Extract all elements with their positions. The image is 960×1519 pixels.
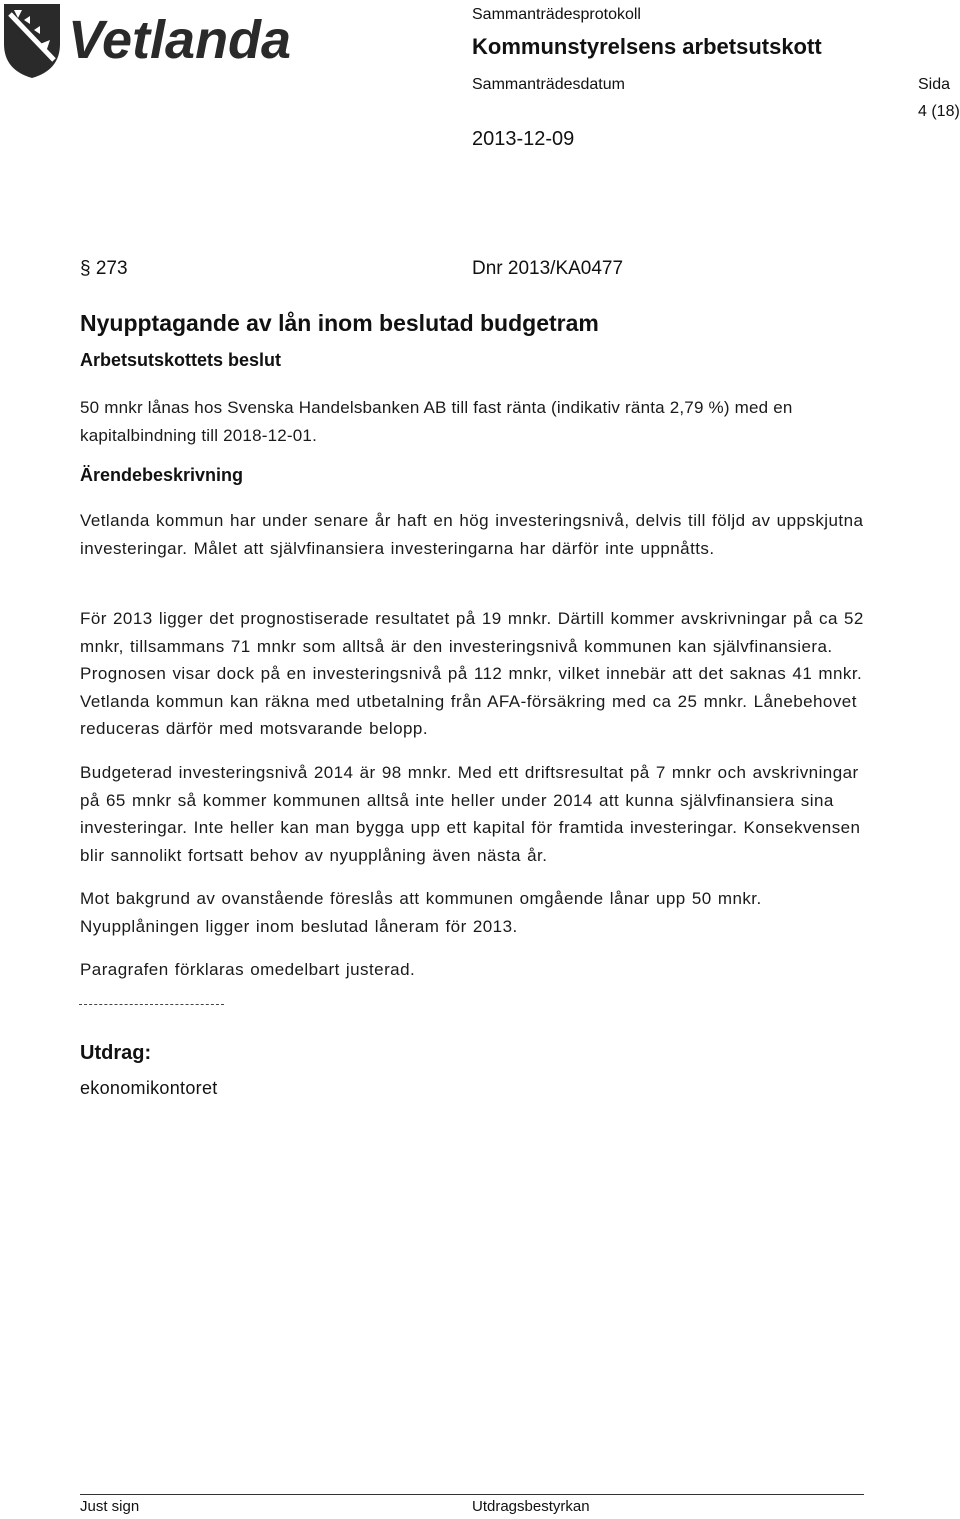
footer-certification-label: Utdragsbestyrkan bbox=[472, 1498, 590, 1515]
date-label: Sammanträdesdatum bbox=[472, 76, 625, 93]
section-symbol: § bbox=[80, 258, 91, 279]
footer-signature-label: Just sign bbox=[80, 1498, 140, 1515]
diary-number: Dnr 2013/KA0477 bbox=[472, 258, 624, 279]
paragraph-4: Mot bakgrund av ovanstående föreslås att kommunen omgående lånar upp 50 mnkr. Nyupplåningen ligger inom beslutad låneram för 2013. bbox=[80, 889, 762, 936]
logo-wordmark: Vetlanda bbox=[68, 10, 292, 70]
description-heading: Ärendebeskrivning bbox=[80, 465, 244, 485]
paragraph-number bbox=[80, 258, 128, 280]
coat-of-arms-icon bbox=[4, 4, 60, 78]
page-label: Sida bbox=[918, 76, 951, 93]
decision-heading: Arbetsutskottets beslut bbox=[80, 350, 282, 370]
paragraph-1: Vetlanda kommun har under senare år haft en hög investeringsnivå, delvis till följd av uppskjutna investeringar. Målet att självfinansiera investeringarna har därför inte uppnåtts. bbox=[80, 511, 864, 558]
meeting-date: 2013-12-09 bbox=[472, 128, 575, 150]
extract-recipient: ekonomikontoret bbox=[80, 1078, 218, 1098]
item-number: 273 bbox=[95, 258, 128, 279]
item-title: Nyupptagande av lån inom beslutad budgetram bbox=[80, 310, 599, 336]
separator-line bbox=[79, 1004, 224, 1005]
doc-type: Sammanträdesprotokoll bbox=[472, 6, 641, 23]
body-name: Kommunstyrelsens arbetsutskott bbox=[472, 34, 822, 59]
vetlanda-logo bbox=[0, 0, 300, 80]
page-number: 4 (18) bbox=[918, 103, 960, 120]
paragraph-2: För 2013 ligger det prognostiserade resultatet på 19 mnkr. Därtill kommer avskrivningar på ca 52 mnkr, tillsammans 71 mnkr som alltså är den investeringsnivå kommunen kan självfinansiera. Prognosen visar dock på en investeringsnivå på 112 mnkr, vilket innebär att det saknas 41 mnkr. Vetlanda kommun kan räkna med utbetalning från AFA-försäkring med ca 25 mnkr. Lånebehovet reduceras därför med motsvarande belopp. bbox=[80, 609, 864, 738]
extract-heading: Utdrag: bbox=[80, 1042, 152, 1064]
paragraph-3: Budgeterad investeringsnivå 2014 är 98 mnkr. Med ett driftsresultat på 7 mnkr och avskrivningar på 65 mnkr så kommer kommunen alltså inte heller under 2014 att kunna självfinansiera sina investeringar. Inte heller kan man bygga upp ett kapital för framtida investeringar. Konsekvensen blir sannolikt fortsatt behov av nyupplåning även nästa år. bbox=[80, 763, 861, 865]
decision-text: 50 mnkr lånas hos Svenska Handelsbanken AB till fast ränta (indikativ ränta 2,79 %) med en kapitalbindning till 2018-12-01. bbox=[80, 398, 793, 445]
paragraph-5: Paragrafen förklaras omedelbart justerad. bbox=[80, 960, 416, 979]
footer-line bbox=[80, 1494, 864, 1495]
